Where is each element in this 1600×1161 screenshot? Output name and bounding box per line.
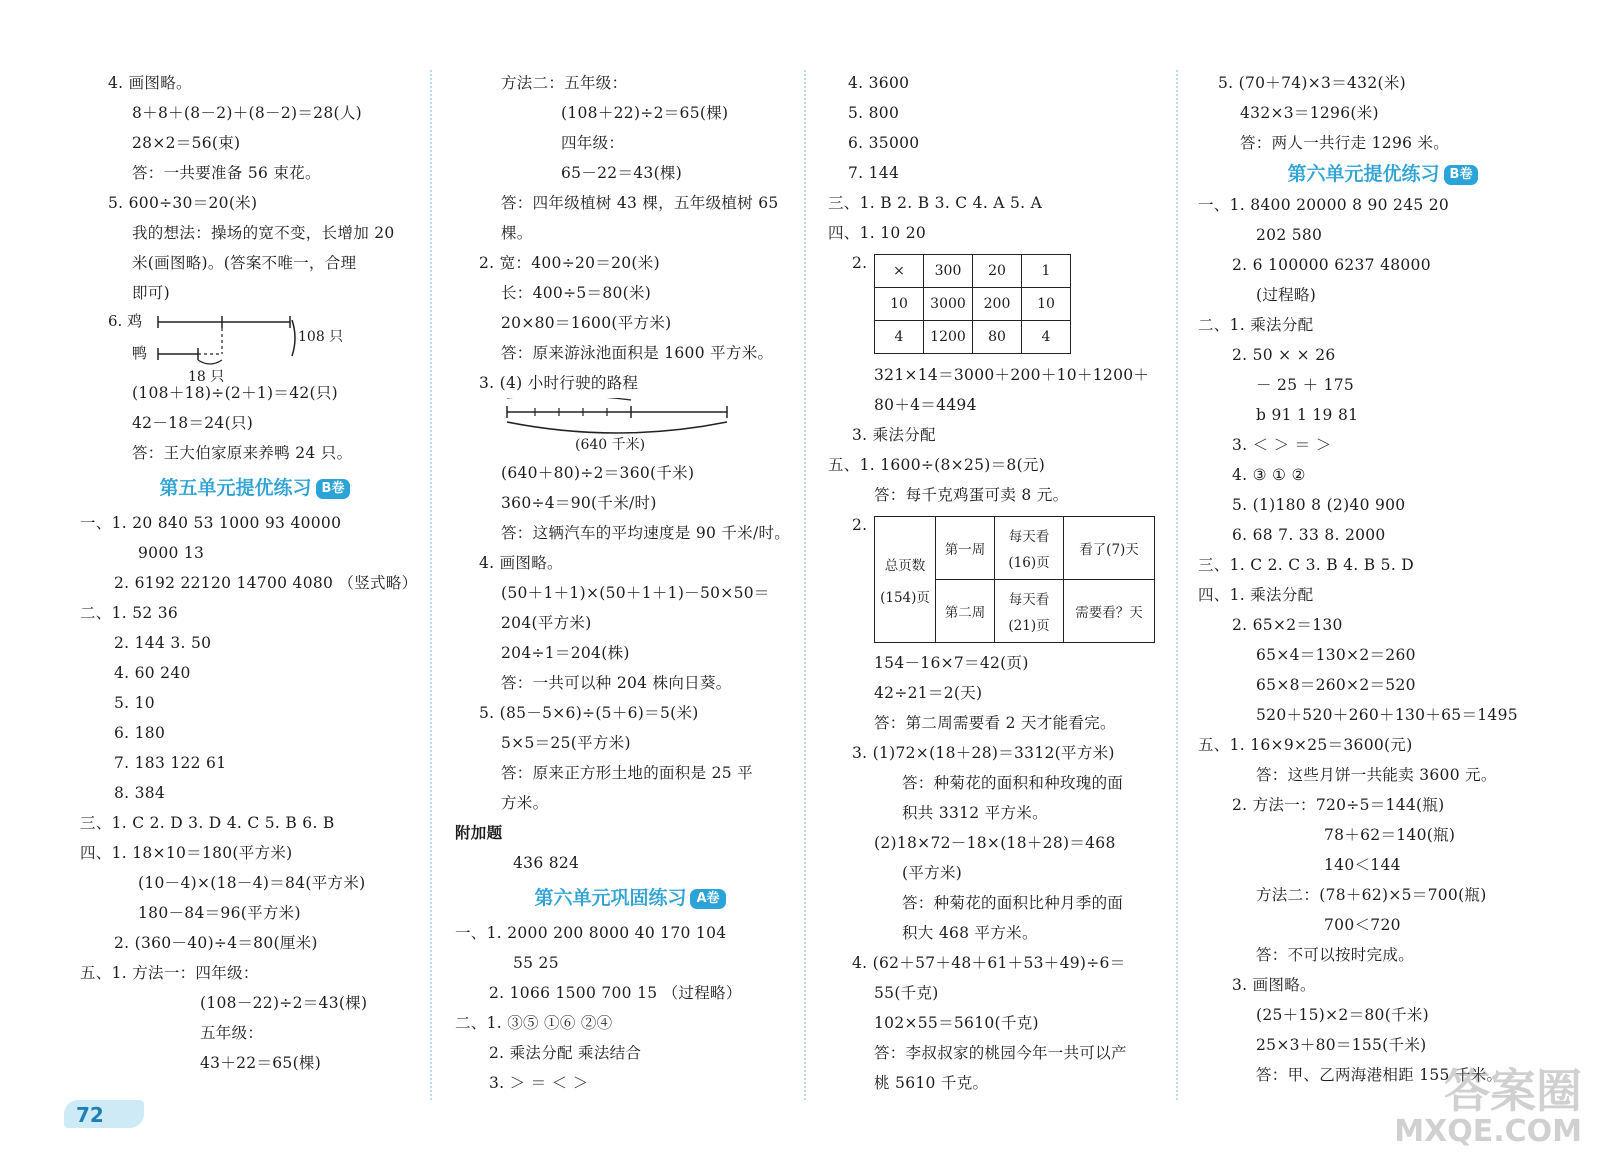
answer-line: 2. 方法一：720÷5＝144(瓶): [1232, 796, 1445, 814]
answer-line: 3. 画图略。: [1232, 976, 1316, 994]
answer-line: 5. 10: [114, 694, 155, 712]
answer-line: 432×3＝1296(米): [1240, 104, 1379, 122]
answer-line: 43＋22＝65(棵): [200, 1054, 322, 1072]
section-title: 第六单元提优练习: [1287, 163, 1440, 185]
route-diagram: [455, 398, 805, 458]
answer-line: 方法二：(78＋62)×5＝700(瓶): [1256, 886, 1487, 904]
grid-cell: 1200: [924, 321, 973, 354]
answer-line: 28×2＝56(束): [132, 134, 241, 152]
answer-line: 答：第二周需要看 2 天才能看完。: [874, 714, 1116, 732]
answer-line: 一、1. 2000 200 8000 40 170 104: [455, 924, 727, 942]
answer-line: 2. 1066 1500 700 15 （过程略）: [489, 984, 742, 1002]
week2-days-cell: 需要看？天: [1064, 580, 1155, 643]
answer-line: 65－22＝43(棵): [561, 164, 683, 182]
answer-line: 3. (4) 小时行驶的路程: [479, 374, 639, 392]
answer-line: 204÷1＝204(株): [501, 644, 630, 662]
section-title: 第六单元巩固练习: [534, 887, 687, 909]
answer-line: 140＜144: [1324, 856, 1401, 874]
answer-line: 3. 乘法分配: [852, 426, 936, 444]
answer-line: (25＋15)×2＝80(千米): [1256, 1006, 1430, 1024]
answer-line: 2. (360－40)÷4＝80(厘米): [114, 934, 318, 952]
reading-plan-table: [874, 516, 1155, 643]
grid-cell: 1: [1022, 255, 1071, 288]
answer-line: 360÷4＝90(千米/时): [501, 494, 657, 512]
answer-line: 5×5＝25(平方米): [501, 734, 631, 752]
answer-line: 五年级：: [200, 1024, 264, 1042]
week1-rate-label: 每天看: [1008, 529, 1050, 545]
answer-line: 2.: [852, 516, 868, 534]
answer-line: 答：这些月饼一共能卖 3600 元。: [1256, 766, 1497, 784]
total-pages-value: (154)页: [880, 589, 930, 606]
answer-column-3: [828, 68, 1178, 1108]
answer-line: 一、1. 8400 20000 8 90 245 20: [1198, 196, 1450, 214]
answer-line: 2. 50 × × 26: [1232, 346, 1336, 364]
answer-line: 4. (62＋57＋48＋61＋53＋49)÷6＝: [852, 954, 1126, 972]
answer-line: 4. 画图略。: [108, 74, 192, 92]
answer-line: 答：王大伯家原来养鸭 24 只。: [132, 444, 353, 462]
segment-diagram: [80, 308, 430, 385]
answer-line: 积共 3312 平方米。: [902, 804, 1048, 822]
page-number: 72: [76, 1103, 104, 1127]
answer-line: 三、1. C 2. C 3. B 4. B 5. D: [1198, 556, 1415, 574]
answer-line: 55 25: [513, 954, 559, 972]
answer-line: 4. 3600: [848, 74, 910, 92]
week1-days-cell: 看了(7)天: [1064, 517, 1155, 580]
answer-line: 一、1. 20 840 53 1000 93 40000: [80, 514, 342, 532]
watermark: [1394, 1064, 1582, 1149]
answer-line: 25×3＋80＝155(千米): [1256, 1036, 1427, 1054]
answer-line: (640＋80)÷2＝360(千米): [501, 464, 695, 482]
answer-line: 78＋62＝140(瓶): [1324, 826, 1456, 844]
section-heading: [80, 468, 430, 508]
answer-line: 9000 13: [138, 544, 205, 562]
answer-line: 5. 800: [848, 104, 900, 122]
grid-cell: 4: [1022, 321, 1071, 354]
answer-line: 42÷21＝2(天): [874, 684, 983, 702]
answer-line: 6. 180: [114, 724, 166, 742]
answer-line: 答：每千克鸡蛋可卖 8 元。: [874, 486, 1069, 504]
total-pages-label: 总页数: [884, 557, 926, 574]
section-heading: [1198, 158, 1568, 190]
answer-line: 答：李叔叔家的桃园今年一共可以产: [874, 1044, 1127, 1062]
grid-cell: 300: [924, 255, 973, 288]
section-badge: B卷: [1444, 165, 1479, 185]
section-title: 第五单元提优练习: [159, 477, 312, 499]
answer-line: 答：这辆汽车的平均速度是 90 千米/时。: [501, 524, 791, 542]
answer-line: 80＋4＝4494: [874, 396, 977, 414]
label-chicken: 6. 鸡: [108, 312, 143, 330]
answer-column-2: [455, 68, 805, 1108]
answer-line: 700＜720: [1324, 916, 1401, 934]
section-badge: A卷: [690, 889, 725, 909]
grid-cell: 80: [973, 321, 1022, 354]
answer-line: 2. 6192 22120 14700 4080 （竖式略）: [114, 574, 418, 592]
answer-line: b 91 1 19 81: [1256, 406, 1359, 424]
answer-line: 436 824: [513, 854, 580, 872]
answer-line: 5. (70＋74)×3＝432(米): [1218, 74, 1406, 92]
answer-line: 棵。: [501, 224, 533, 242]
answer-line: 五、1. 方法一：四年级：: [80, 964, 259, 982]
answer-line: (平方米): [902, 864, 963, 882]
answer-line: (2)18×72－18×(18＋28)＝468: [874, 834, 1116, 852]
multiplication-grid-block: [828, 248, 1178, 360]
answer-line: 321×14＝3000＋200＋10＋1200＋: [874, 366, 1150, 384]
answer-line: 3. ＞ ＝ ＜ ＞: [489, 1074, 589, 1092]
answer-line: 我的想法：操场的宽不变，长增加 20: [132, 224, 395, 242]
answer-line: 2. 宽：400÷20＝20(米): [479, 254, 660, 272]
label-diff: 18 只: [188, 369, 225, 385]
answer-column-4: [1198, 68, 1568, 1108]
answer-line: 答：原来游泳池面积是 1600 平方米。: [501, 344, 774, 362]
answer-line: 3. ＜ ＞ ＝ ＞: [1232, 436, 1332, 454]
answer-line: 答：不可以按时完成。: [1256, 946, 1415, 964]
answer-line: 方米。: [501, 794, 549, 812]
answer-line: 桃 5610 千克。: [874, 1074, 989, 1092]
answer-line: 二、1. 乘法分配: [1198, 316, 1314, 334]
answer-line: 2. 65×2＝130: [1232, 616, 1343, 634]
answer-line: － 25 ＋ 175: [1256, 376, 1355, 394]
route-total-label: (640 千米): [575, 437, 646, 453]
week1-rate-value: (16)页: [1008, 555, 1050, 571]
grid-cell: 3000: [924, 288, 973, 321]
answer-line: 6. 68 7. 33 8. 2000: [1232, 526, 1386, 544]
answer-line: 180－84＝96(平方米): [138, 904, 301, 922]
answer-line: 长：400÷5＝80(米): [501, 284, 652, 302]
answer-line: 答：四年级植树 43 棵，五年级植树 65: [501, 194, 779, 212]
answer-line: 答：两人一共行走 1296 米。: [1240, 134, 1450, 152]
week1-rate-cell: [995, 517, 1064, 580]
answer-line: 520＋520＋260＋130＋65＝1495: [1256, 706, 1518, 724]
reading-plan-block: [828, 510, 1178, 648]
answer-line: 四、1. 18×10＝180(平方米): [80, 844, 293, 862]
answer-line: 米(画图略)。(答案不唯一，合理: [132, 254, 357, 272]
answer-line: 102×55＝5610(千克): [874, 1014, 1039, 1032]
answer-line: (过程略): [1256, 286, 1317, 304]
answer-line: 五、1. 16×9×25＝3600(元): [1198, 736, 1413, 754]
answer-line: 7. 183 122 61: [114, 754, 227, 772]
answer-column-1: [80, 68, 430, 1108]
answer-line: 202 580: [1256, 226, 1323, 244]
column-divider-1: [430, 70, 432, 1100]
week1-cell: 第一周: [936, 517, 995, 580]
answer-line: 2. 6 100000 6237 48000: [1232, 256, 1431, 274]
answer-line: 答：一共可以种 204 株向日葵。: [501, 674, 732, 692]
grid-cell: 20: [973, 255, 1022, 288]
multiplication-grid: [874, 254, 1071, 354]
answer-line: 6. 35000: [848, 134, 920, 152]
answer-line: 即可): [132, 284, 170, 302]
answer-line: 65×4＝130×2＝260: [1256, 646, 1416, 664]
answer-line: 四、1. 10 20: [828, 224, 927, 242]
answer-line: 二、1. 52 36: [80, 604, 179, 622]
answer-line: 20×80＝1600(平方米): [501, 314, 672, 332]
answer-line: 积大 468 平方米。: [902, 924, 1038, 942]
answer-line: 4. 画图略。: [479, 554, 563, 572]
grid-cell: 4: [875, 321, 924, 354]
answer-line: 答：甲、乙两海港相距 155 千米。: [1256, 1066, 1503, 1084]
bonus-heading: 附加题: [455, 824, 503, 842]
page-number-badge: [64, 1098, 154, 1132]
answer-line: 四、1. 乘法分配: [1198, 586, 1314, 604]
answer-line: 8＋8＋(8－2)＋(8－2)＝28(人): [132, 104, 362, 122]
answer-line: 55(千克): [874, 984, 939, 1002]
answer-line: (50＋1＋1)×(50＋1＋1)－50×50＝: [501, 584, 770, 602]
segment-lines: [80, 308, 430, 388]
grid-cell: 10: [875, 288, 924, 321]
answer-line: 三、1. B 2. B 3. C 4. A 5. A: [828, 194, 1043, 212]
answer-line: 三、1. C 2. D 3. D 4. C 5. B 6. B: [80, 814, 335, 832]
week2-rate-label: 每天看: [1008, 592, 1050, 608]
grid-cell: 10: [1022, 288, 1071, 321]
answer-line: (108＋22)÷2＝65(棵): [561, 104, 729, 122]
answer-line: (108－22)÷2＝43(棵): [200, 994, 368, 1012]
answer-line: (10－4)×(18－4)＝84(平方米): [138, 874, 366, 892]
label-duck: 鸭: [132, 344, 148, 362]
week2-cell: 第二周: [936, 580, 995, 643]
total-pages-cell: [875, 517, 936, 643]
answer-line: 7. 144: [848, 164, 900, 182]
week2-rate-cell: [995, 580, 1064, 643]
answer-line: 42－18＝24(只): [132, 414, 254, 432]
answer-line: 方法二：五年级：: [501, 74, 628, 92]
answer-line: 5. (1)180 8 (2)40 900: [1232, 496, 1406, 514]
watermark-top: 答案圈: [1444, 1064, 1582, 1118]
answer-line: 五、1. 1600÷(8×25)＝8(元): [828, 456, 1046, 474]
answer-line: 8. 384: [114, 784, 166, 802]
answer-line: 65×8＝260×2＝520: [1256, 676, 1416, 694]
answer-line: 四年级：: [561, 134, 625, 152]
label-total: 108 只: [298, 329, 344, 345]
answer-line: 答：一共要准备 56 束花。: [132, 164, 321, 182]
answer-line: 2. 144 3. 50: [114, 634, 212, 652]
grid-cell: ×: [875, 255, 924, 288]
answer-line: 2. 乘法分配 乘法结合: [489, 1044, 642, 1062]
section-badge: B卷: [316, 479, 351, 499]
answer-line: 5. 600÷30＝20(米): [108, 194, 258, 212]
answer-line: 答：种菊花的面积比种月季的面: [902, 894, 1124, 912]
answer-line: 3. (1)72×(18＋28)＝3312(平方米): [852, 744, 1115, 762]
watermark-bottom: MXQE.COM: [1394, 1114, 1582, 1149]
week2-rate-value: (21)页: [1008, 618, 1050, 634]
section-heading: [455, 878, 805, 918]
answer-line: 二、1. ③⑤ ①⑥ ②④: [455, 1014, 613, 1032]
answer-line: 答：种菊花的面积和种玫瑰的面: [902, 774, 1124, 792]
answer-line: 4. 60 240: [114, 664, 191, 682]
answer-line: 154－16×7＝42(页): [874, 654, 1029, 672]
grid-cell: 200: [973, 288, 1022, 321]
answer-line: 答：原来正方形土地的面积是 25 平: [501, 764, 753, 782]
answer-line: (108＋18)÷(2＋1)＝42(只): [132, 384, 339, 402]
answer-line: 5. (85－5×6)÷(5＋6)＝5(米): [479, 704, 699, 722]
answer-line: 4. ③ ① ②: [1232, 466, 1306, 484]
answer-line: 2.: [852, 254, 868, 272]
answer-line: 204(平方米): [501, 614, 592, 632]
